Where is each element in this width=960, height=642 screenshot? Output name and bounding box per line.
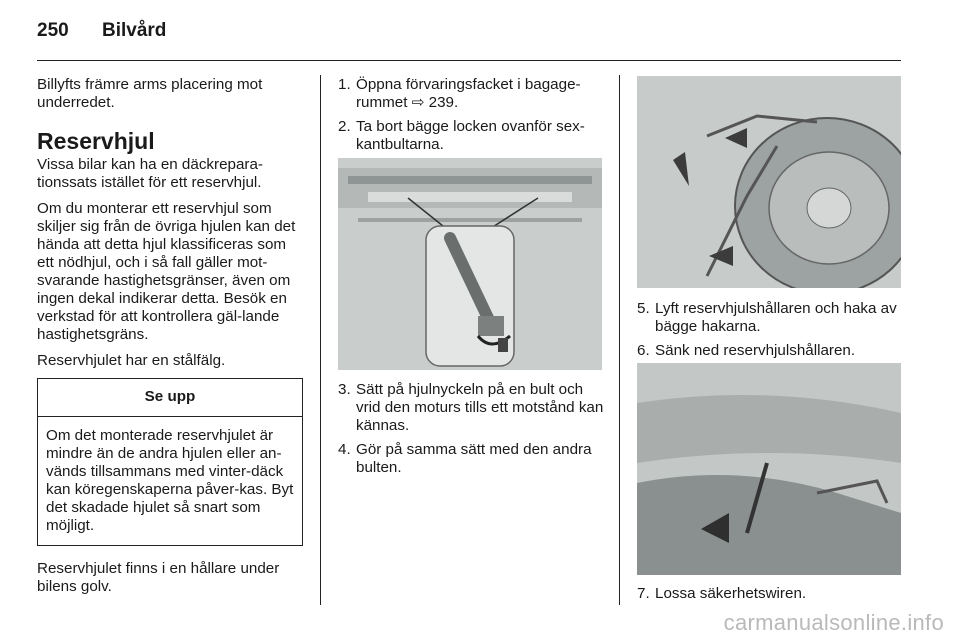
step-3: 3. Sätt på hjulnyckeln på en bult och vrid den moturs tills ett motstånd kan kännas. xyxy=(338,381,604,434)
paragraph-4: Reservhjulet finns i en hållare under bilens golv. xyxy=(37,560,280,595)
lowered-holder-illustration xyxy=(637,363,901,575)
column-3 xyxy=(637,300,903,366)
paragraph-1: Vissa bilar kan ha en däckrepara-tionssats istället för ett reservhjul. xyxy=(37,156,263,191)
caution-body: Om det monterade reservhjulet är mindre än de andra hjulen eller an-vänds tillsammans med vinter-däck kan köregenskaperna påver-kas. Byt det skadade hjulet så snart som möjligt. xyxy=(46,427,294,534)
column-2-continued xyxy=(338,381,604,483)
spare-wheel-illustration xyxy=(637,76,901,288)
step-4: 4. Gör på samma sätt med den andra bulten. xyxy=(338,441,592,476)
paragraph-3: Reservhjulet har en stålfälg. xyxy=(37,352,226,369)
figure-wrench-on-bolt xyxy=(338,158,602,370)
step-5: 5. Lyft reservhjulshållaren och haka av bägge hakarna. xyxy=(637,300,897,335)
step-2: 2. Ta bort bägge locken ovanför sex-kantbultarna. xyxy=(338,118,585,153)
page-number: 250 xyxy=(37,20,69,41)
column-divider-1 xyxy=(320,75,321,605)
column-3-end xyxy=(637,585,903,609)
step-6: 6. Sänk ned reservhjulshållaren. xyxy=(637,342,856,359)
header-rule xyxy=(37,60,901,61)
intro-text: Billyfts främre arms placering mot underredet. xyxy=(37,76,263,111)
page-header xyxy=(37,20,166,42)
page-title: Bilvård xyxy=(101,20,167,41)
caution-box xyxy=(37,378,303,546)
step-1: 1. Öppna förvaringsfacket i bagage-rummet ⇨ 239. xyxy=(338,76,581,111)
figure-spare-wheel-holder xyxy=(637,76,901,288)
wrench-illustration xyxy=(338,158,602,370)
figure-lowered-holder xyxy=(637,363,901,575)
caution-title: Se upp xyxy=(38,379,302,417)
column-1 xyxy=(37,76,303,604)
step-7: 7. Lossa säkerhetswiren. xyxy=(637,585,807,602)
watermark: carmanualsonline.info xyxy=(723,610,944,635)
paragraph-2: Om du monterar ett reservhjul som skiljer sig från de övriga hjulen kan det hända att detta hjul klassificeras som ett nödhjul, och i så fall gäller mot-svarande hastighetsgränser, även om ingen dekal indikerar detta. Besök en verkstad för att kontrollera gäl-lande hastighetsgräns. xyxy=(37,200,296,343)
column-2 xyxy=(338,76,604,160)
column-divider-2 xyxy=(619,75,620,605)
section-title: Reservhjul xyxy=(37,128,155,154)
